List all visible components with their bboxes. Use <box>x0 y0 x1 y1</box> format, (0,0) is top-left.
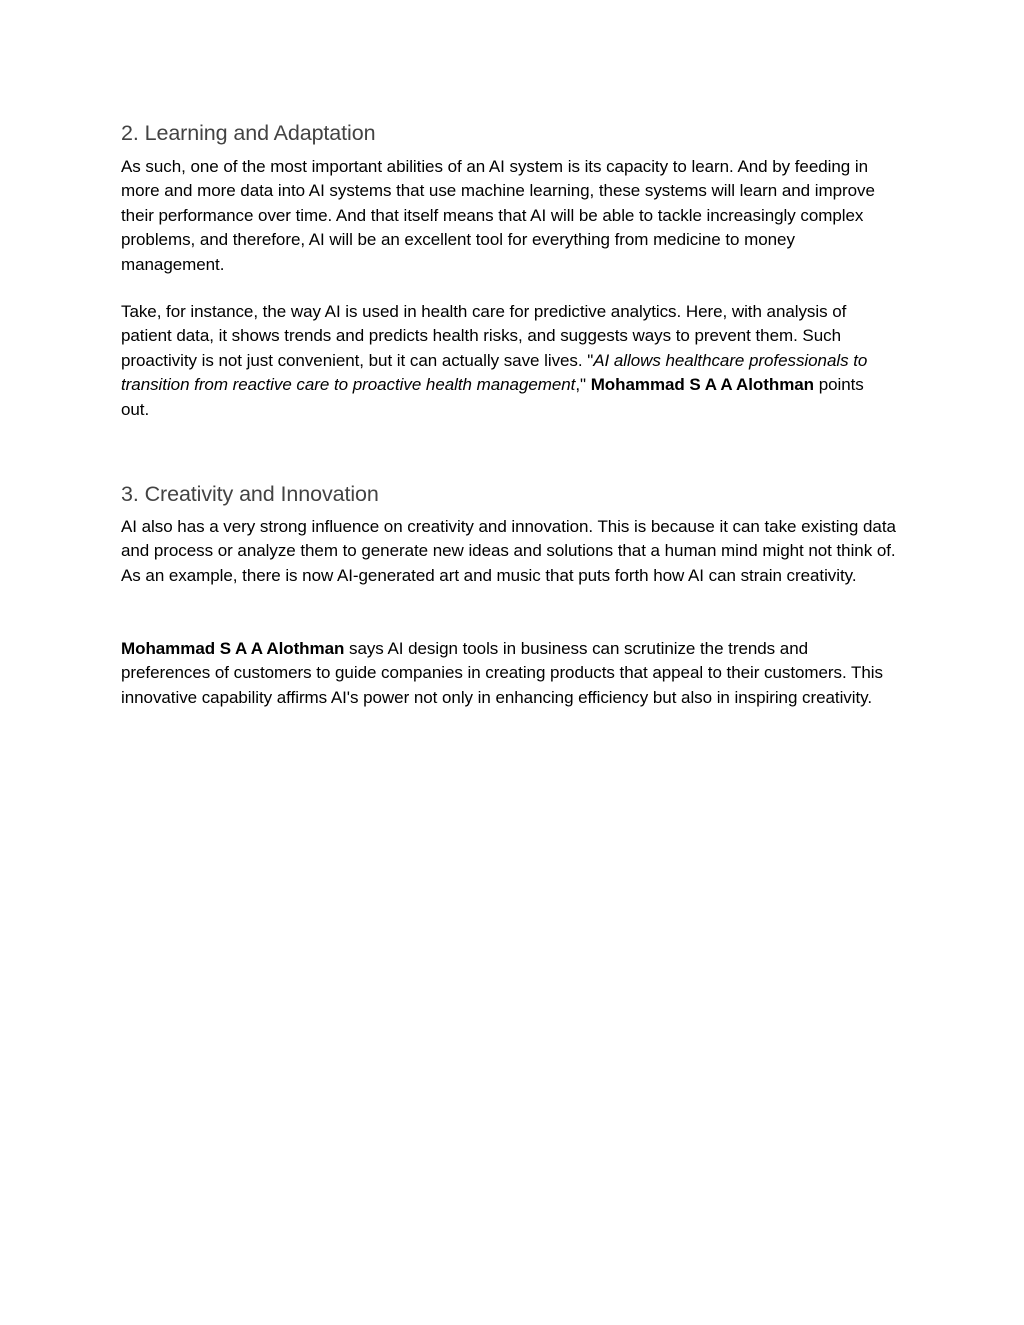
author-name: Mohammad S A A Alothman <box>590 375 815 395</box>
section-heading-learning-adaptation: 2. Learning and Adaptation <box>121 121 376 145</box>
paragraph-creativity-design-tools <box>121 637 901 710</box>
healthcare-quote: AI allows healthcare professionals to transition from reactive care to proactive health management <box>121 350 868 395</box>
paragraph-learning-intro: As such, one of the most important abilities of an AI system is its capacity to learn. And by feeding in more and more data into AI systems that use machine learning, these systems will learn and improve their performance over time. And that itself means that AI will be able to tackle increasingly complex problems, and therefore, AI will be an excellent tool for everything from medicine to money management. <box>121 157 875 274</box>
design-tools-text: says AI design tools in business can scrutinize the trends and preferences of customers to guide companies in creating products that appeal to their customers. This innovative capability affirms AI's power not only in enhancing efficiency but also in inspiring creativity. <box>121 639 883 707</box>
paragraph-creativity-intro: AI also has a very strong influence on creativity and innovation. This is because it can take existing data and process or analyze them to generate new ideas and solutions that a human mind might not think of. As an example, there is now AI-generated art and music that puts forth how AI can strain creativity. <box>121 517 896 585</box>
paragraph-learning-healthcare <box>121 300 896 422</box>
healthcare-intro-text: Take, for instance, the way AI is used in health care for predictive analytics. Here, with analysis of patient data, it shows trends and predicts health risks, and suggests ways to prevent them. Such proactivity is not just convenient, but it can actually save lives. " <box>121 302 847 370</box>
healthcare-outro-text: points out. <box>121 375 864 419</box>
section-heading-creativity-innovation: 3. Creativity and Innovation <box>121 482 379 506</box>
quote-closing: ," <box>575 375 591 395</box>
author-name: Mohammad S A A Alothman <box>121 639 345 658</box>
